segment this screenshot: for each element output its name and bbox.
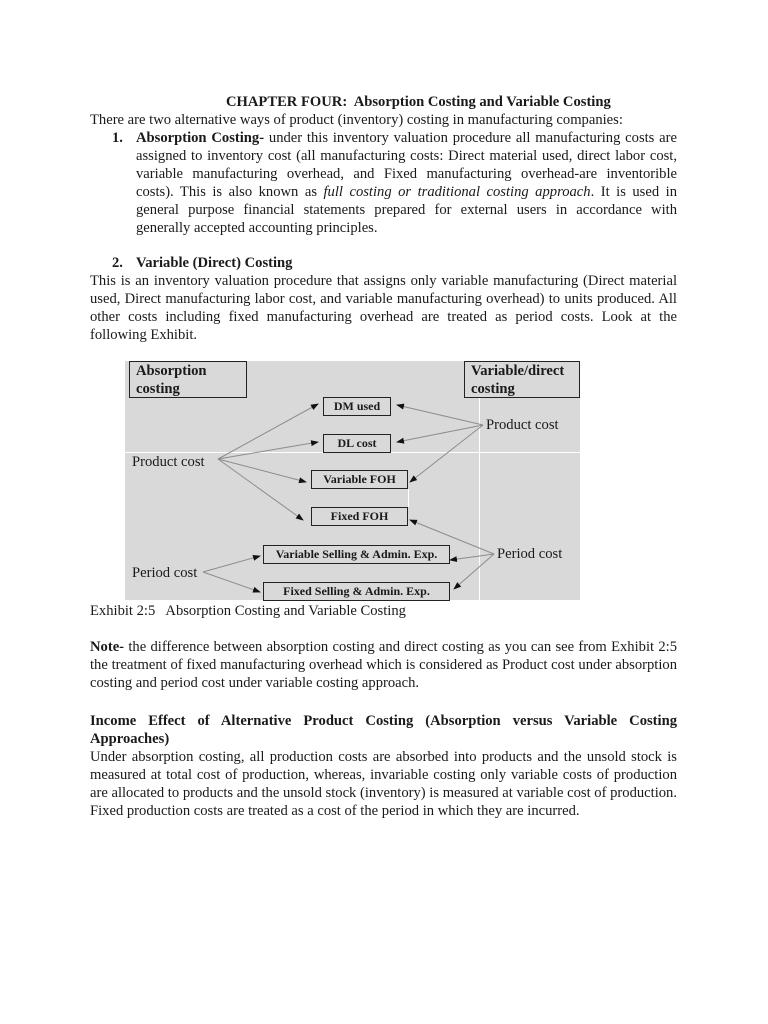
box-dm-used: DM used <box>323 397 391 416</box>
list-text: under this inventory valuation procedure all manufacturing costs are assigned to inventory cost (all manufacturing costs: Direct material used, direct labor cost, variable manufacturing overhead, and Fixed manufacturing overhead-are inventorible costs). This is also known as <box>136 130 677 200</box>
list-heading: Variable (Direct) Costing <box>136 255 293 271</box>
box-variable-foh: Variable FOH <box>311 470 408 489</box>
right-product-cost-label: Product cost <box>486 417 559 433</box>
variable-costing-paragraph: This is an inventory valuation procedure that assigns only variable manufacturing (Direct material used, Direct manufacturing labor cost, and variable manufacturing overhead) to units produced. All other costs including fixed manufacturing overhead are treated as period costs. Look at the following Exhibit. <box>90 273 677 343</box>
list-text-end: . It is used in general purpose financial statements prepared for external users in accordance with generally accepted accounting principles. <box>136 184 677 236</box>
exhibit-diagram <box>125 361 580 600</box>
list-body <box>136 129 677 237</box>
note-text: the difference between absorption costing and direct costing as you can see from Exhibit 2:5 the treatment of fixed manufacturing overhead which is considered as Product cost under absorption costing and period cost under variable costing approach. <box>90 639 677 691</box>
box-fixed-selling-admin: Fixed Selling & Admin. Exp. <box>263 582 450 601</box>
income-effect-paragraph: Under absorption costing, all production costs are absorbed into products and the unsold stock is measured at total cost of production, whereas, invariable costing only variable costs of production are allocated to products and the unsold stock (inventory) is measured at variable cost of production. Fixed production costs are treated as a cost of the period in which they are incurred. <box>90 749 677 819</box>
arrow-connectors <box>125 361 580 600</box>
variable-header: Variable/direct costing <box>464 361 580 398</box>
absorption-header: Absorption costing <box>129 361 247 398</box>
intro-paragraph: There are two alternative ways of product (inventory) costing in manufacturing companies: <box>90 112 623 128</box>
list-heading: Absorption Costing- <box>136 130 265 146</box>
box-variable-selling-admin: Variable Selling & Admin. Exp. <box>263 545 450 564</box>
note-paragraph <box>90 638 677 692</box>
left-period-cost-label: Period cost <box>132 565 198 581</box>
box-fixed-foh: Fixed FOH <box>311 507 408 526</box>
list-number: 1. <box>112 130 123 146</box>
list-item-absorption <box>112 129 677 237</box>
chapter-title: CHAPTER FOUR: Absorption Costing and Variable Costing <box>226 94 611 110</box>
list-number: 2. <box>112 255 123 271</box>
income-effect-heading: Income Effect of Alternative Product Costing (Absorption versus Variable Costing Approaches) <box>90 713 677 747</box>
list-italic: full costing or traditional costing approach <box>323 184 591 200</box>
list-item-variable <box>112 254 677 272</box>
left-product-cost-label: Product cost <box>132 454 205 470</box>
exhibit-caption: Exhibit 2:5 Absorption Costing and Variable Costing <box>90 603 406 619</box>
right-period-cost-label: Period cost <box>497 546 563 562</box>
box-dl-cost: DL cost <box>323 434 391 453</box>
note-label: Note- <box>90 639 125 655</box>
